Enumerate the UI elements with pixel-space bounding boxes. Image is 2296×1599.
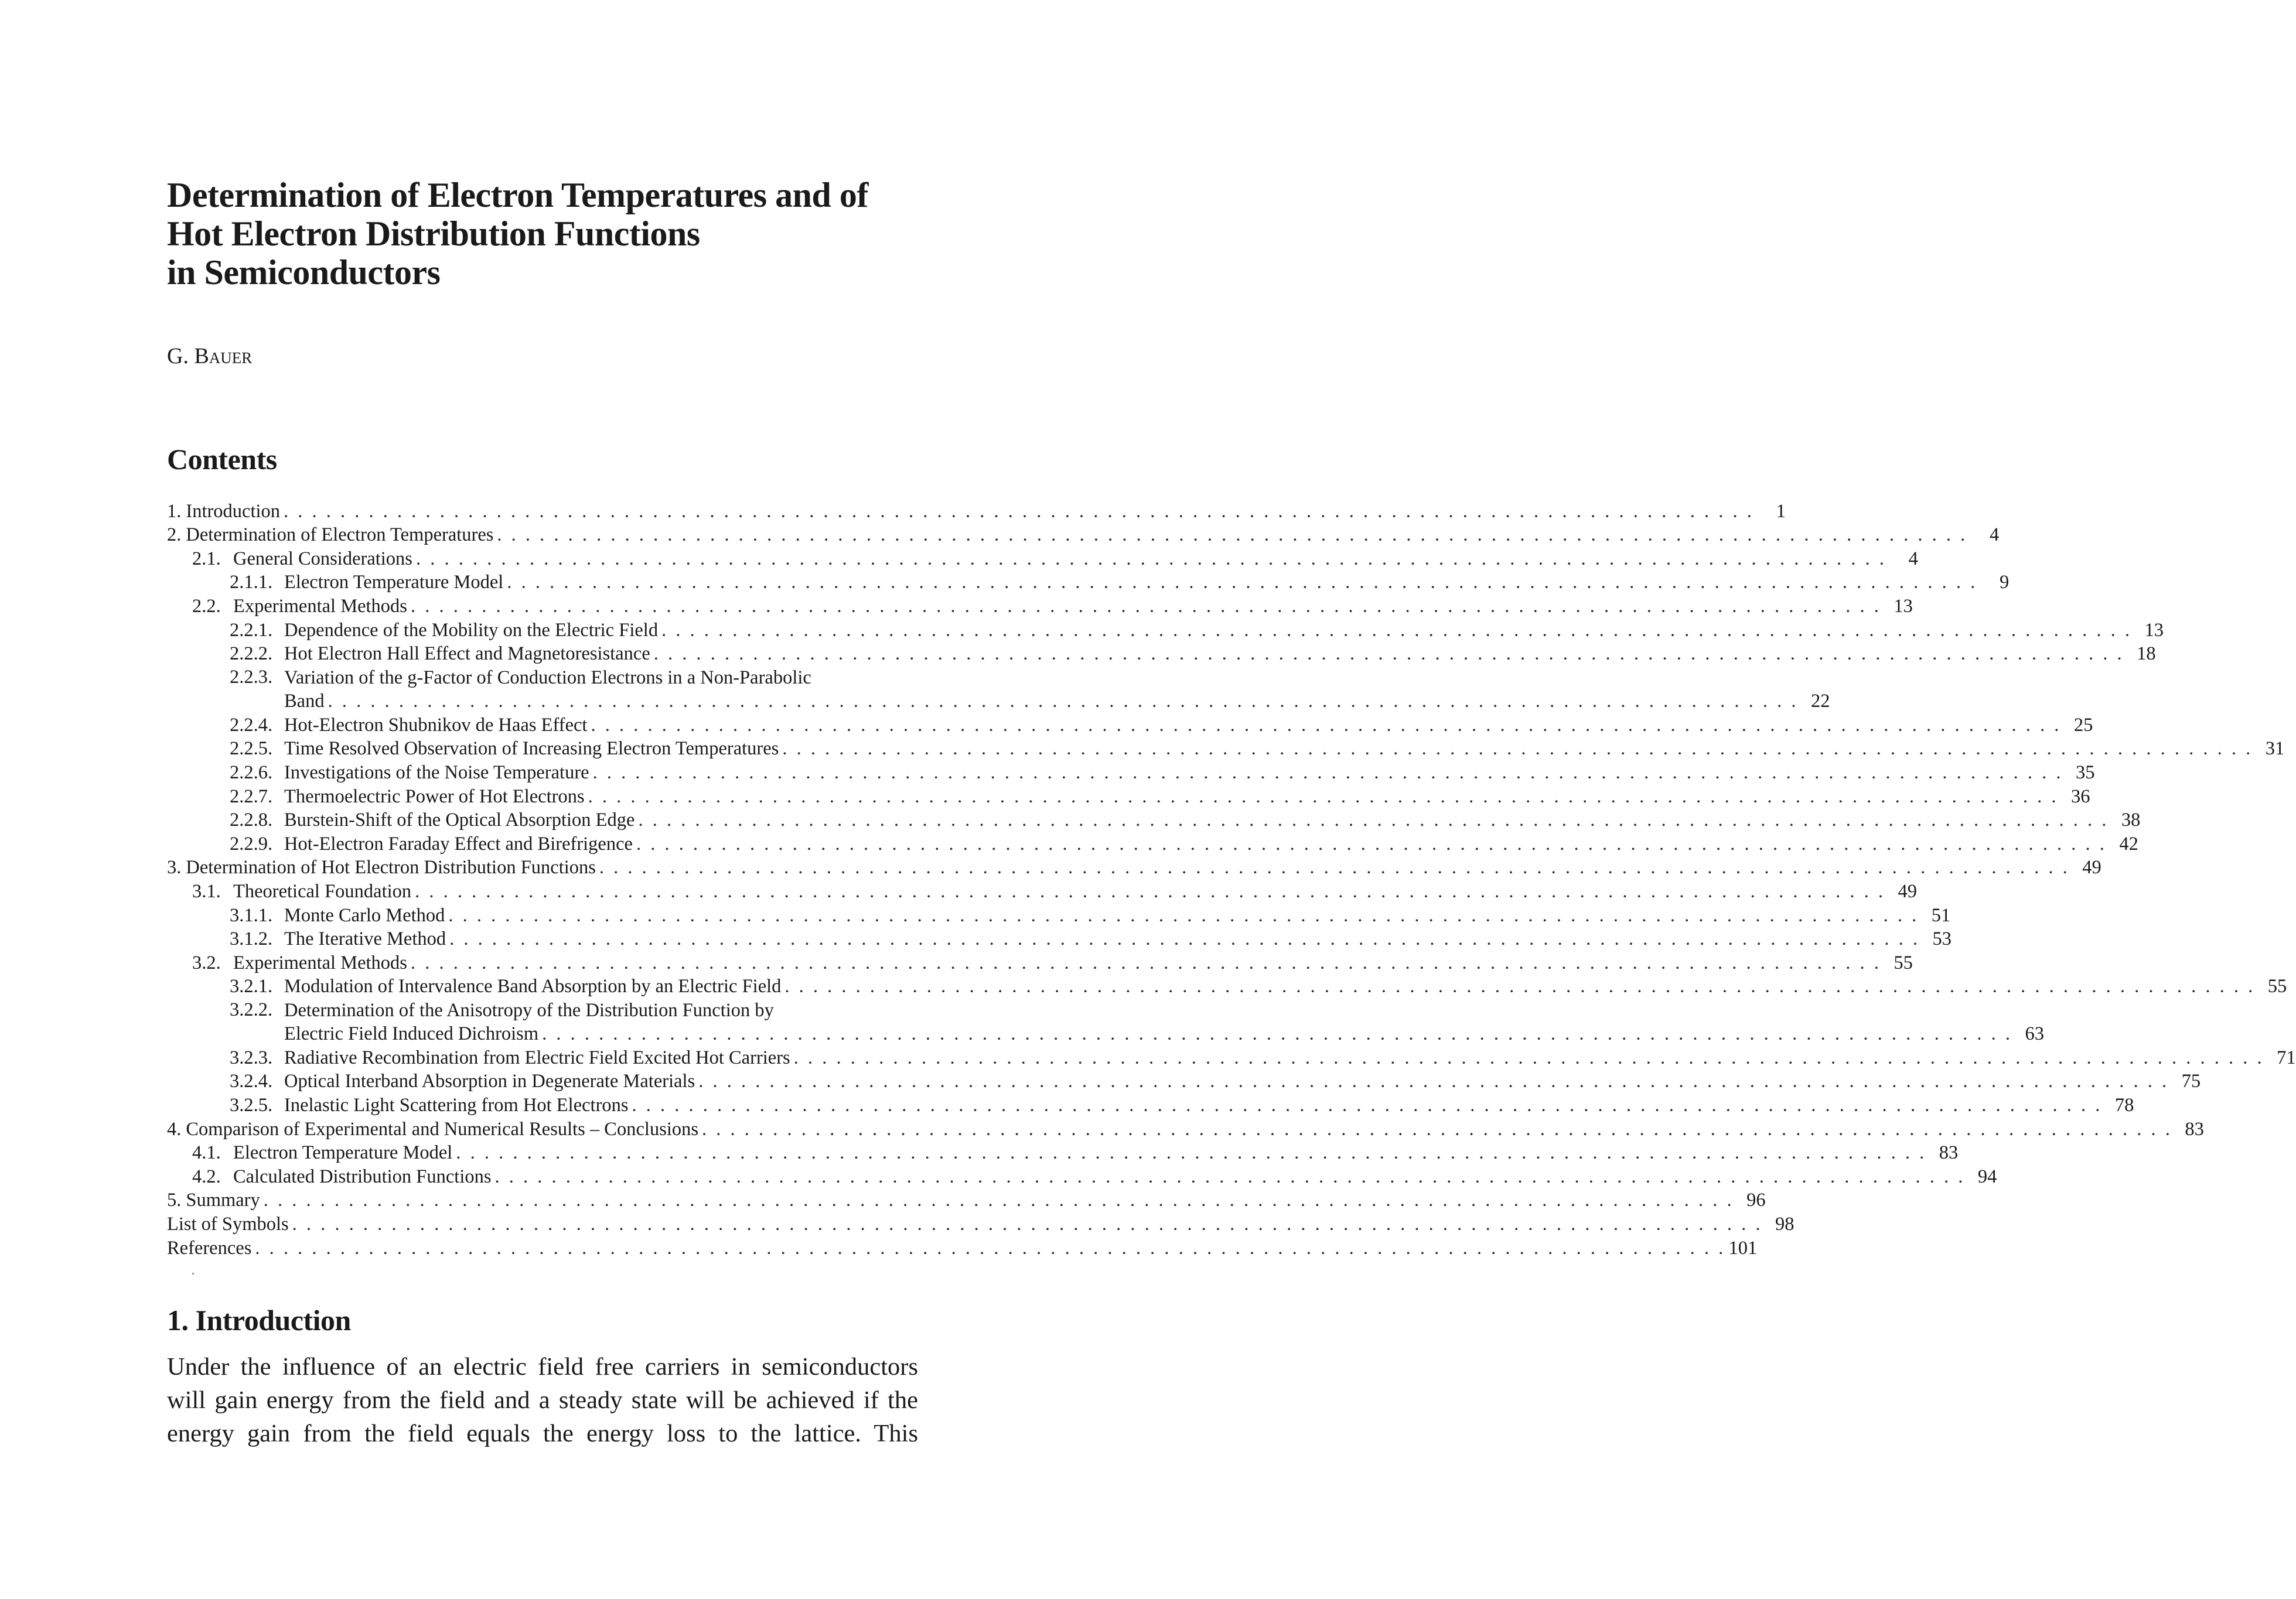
- toc-title: References: [167, 1237, 252, 1259]
- toc-entry[interactable]: [167, 1164, 1997, 1188]
- toc-entry[interactable]: [167, 1117, 2204, 1141]
- toc-page-number: 53: [1932, 928, 1952, 950]
- toc-title-continued: Electric Field Induced Dichroism: [284, 1023, 539, 1045]
- toc-page-number: 49: [2082, 857, 2101, 879]
- toc-number: 2.2.9.: [230, 833, 273, 855]
- toc-title: Theoretical Foundation: [233, 880, 412, 902]
- author: [167, 343, 252, 370]
- toc-entry[interactable]: [167, 1046, 2296, 1070]
- toc-number: 2.2.5.: [230, 738, 273, 760]
- leader-dots: [328, 689, 1796, 713]
- toc-title: Time Resolved Observation of Increasing Electron Temperatures: [284, 738, 779, 760]
- toc-entry[interactable]: [167, 832, 2138, 856]
- toc-title: Electron Temperature Model: [233, 1142, 453, 1164]
- toc-number: 3.: [167, 857, 182, 879]
- toc-entry[interactable]: [167, 903, 1951, 927]
- toc-title: Hot-Electron Faraday Effect and Birefrigence: [284, 833, 633, 855]
- toc-title: Thermoelectric Power of Hot Electrons: [284, 785, 585, 807]
- toc-page-number: 49: [1898, 880, 1918, 902]
- toc-page-number: 25: [2073, 714, 2093, 736]
- toc-number: 2.2.2.: [230, 643, 273, 665]
- toc-number: 2.2.3.: [230, 667, 273, 688]
- toc-title: Modulation of Intervalence Band Absorption by an Electric Field: [284, 976, 782, 997]
- toc-number: 3.2.5.: [230, 1095, 273, 1116]
- toc-title: Determination of Electron Temperatures: [186, 524, 494, 546]
- toc-title: Investigations of the Noise Temperature: [284, 761, 589, 783]
- toc-title: Summary: [186, 1190, 260, 1211]
- toc-entry[interactable]: [167, 1188, 1766, 1212]
- leader-dots: [599, 856, 2068, 879]
- toc-title: The Iterative Method: [284, 928, 446, 950]
- leader-dots: [782, 737, 2250, 760]
- title-line: Hot Electron Distribution Functions: [167, 214, 700, 253]
- toc-entry[interactable]: [167, 998, 2044, 1046]
- title-line: in Semiconductors: [167, 253, 441, 292]
- leader-dots: [698, 1070, 2167, 1093]
- leader-dots: [638, 808, 2106, 832]
- toc-page-number: 38: [2121, 809, 2141, 831]
- toc-title: Optical Interband Absorption in Degenerate Materials: [284, 1071, 695, 1092]
- toc-number: 4.2.: [192, 1166, 221, 1187]
- toc-entry[interactable]: [167, 975, 2287, 999]
- toc-title: Determination of the Anisotropy of the Distribution Function by: [284, 1000, 774, 1021]
- body-line: Under the influence of an electric field free carriers in semiconductors: [167, 1353, 918, 1381]
- toc-number: 3.1.1.: [230, 904, 273, 926]
- toc-number: 3.2.2.: [230, 999, 273, 1021]
- paper-title: [167, 176, 958, 292]
- toc-entry[interactable]: [167, 570, 2010, 594]
- toc-entry[interactable]: [167, 618, 2164, 642]
- toc-entry[interactable]: [167, 1093, 2134, 1117]
- toc-title: Monte Carlo Method: [284, 904, 445, 926]
- leader-dots: [416, 547, 1884, 570]
- leader-dots: [292, 1212, 1761, 1236]
- toc-title: Inelastic Light Scattering from Hot Electrons: [284, 1095, 629, 1116]
- toc-page-number: 13: [2144, 619, 2164, 641]
- toc-page-number: 98: [1775, 1214, 1795, 1235]
- toc-title: Experimental Methods: [233, 952, 407, 973]
- toc-entry[interactable]: [167, 642, 2156, 666]
- toc-page-number: 101: [1728, 1237, 1758, 1259]
- toc-title: Hot-Electron Shubnikov de Haas Effect: [284, 714, 588, 736]
- toc-title: Hot Electron Hall Effect and Magnetoresistance: [284, 643, 650, 665]
- toc-page-number: 31: [2265, 738, 2285, 760]
- toc-page-number: 36: [2070, 785, 2090, 807]
- section-heading: 1. Introduction: [167, 1304, 351, 1337]
- leader-dots: [264, 1188, 1732, 1212]
- toc-entry[interactable]: [167, 1236, 1758, 1260]
- leader-dots: [794, 1046, 2262, 1070]
- leader-dots: [702, 1118, 2170, 1141]
- toc-title: Burstein-Shift of the Optical Absorption Edge: [284, 809, 635, 831]
- toc-entry[interactable]: [167, 1141, 1959, 1165]
- toc-page-number: 13: [1894, 595, 1913, 617]
- toc-page-number: 1: [1776, 500, 1786, 522]
- leader-dots: [588, 785, 2056, 808]
- toc-entry[interactable]: [167, 760, 2095, 784]
- toc-number: 1.: [167, 500, 182, 522]
- toc-title: Comparison of Experimental and Numerical Results – Conclusions: [186, 1118, 699, 1140]
- title-line: Determination of Electron Temperatures and of: [167, 176, 868, 214]
- toc-title: Dependence of the Mobility on the Electric Field: [284, 619, 659, 641]
- toc-entry[interactable]: [167, 1070, 2201, 1094]
- toc-page-number: 42: [2119, 833, 2138, 855]
- leader-dots: [591, 713, 2059, 737]
- contents-heading: Contents: [167, 443, 277, 476]
- toc-entry[interactable]: [167, 927, 1952, 951]
- toc-entry[interactable]: [167, 856, 2101, 880]
- toc-number: 3.1.2.: [230, 928, 273, 950]
- leader-dots: [411, 951, 1879, 975]
- leader-dots: [542, 1022, 2010, 1046]
- toc-page-number: 35: [2075, 761, 2095, 783]
- toc-page-number: 71: [2277, 1047, 2296, 1068]
- toc-number: 3.1.: [192, 880, 221, 902]
- leader-dots: [661, 619, 2130, 642]
- leader-dots: [784, 975, 2253, 998]
- toc-number: 4.1.: [192, 1142, 221, 1164]
- toc-number: 5.: [167, 1190, 182, 1211]
- toc-title-continued: Band: [284, 691, 325, 712]
- leader-dots: [507, 570, 1975, 594]
- toc-entry[interactable]: [167, 546, 1918, 570]
- leader-dots: [448, 904, 1916, 927]
- leader-dots: [593, 761, 2061, 784]
- toc-page-number: 4: [1990, 524, 2000, 546]
- toc-number: 4.: [167, 1118, 182, 1140]
- toc-entry[interactable]: [167, 499, 1786, 523]
- toc-page-number: 18: [2137, 643, 2156, 665]
- leader-dots: [449, 927, 1918, 951]
- toc-title: General Considerations: [233, 548, 412, 569]
- toc-entry[interactable]: [167, 808, 2141, 832]
- toc-page-number: 4: [1908, 548, 1918, 569]
- toc-entry[interactable]: [167, 523, 2000, 547]
- toc-page-number: 96: [1746, 1190, 1766, 1211]
- toc-number: 2.1.: [192, 548, 221, 569]
- leader-dots: [636, 832, 2104, 856]
- toc-title: Radiative Recombination from Electric Field Excited Hot Carriers: [284, 1047, 790, 1068]
- toc-title: Determination of Hot Electron Distribution Functions: [186, 857, 596, 879]
- body-line: will gain energy from the field and a steady state will be achieved if the: [167, 1386, 918, 1414]
- toc-entry[interactable]: [167, 713, 2093, 737]
- toc-page-number: 83: [2185, 1118, 2204, 1140]
- toc-page-number: 55: [1894, 952, 1913, 973]
- toc-number: 2.1.1.: [230, 572, 273, 593]
- toc-entry[interactable]: [167, 951, 1913, 975]
- leader-dots: [456, 1141, 1924, 1164]
- toc-page-number: 9: [1999, 572, 2010, 593]
- leader-dots: [632, 1094, 2100, 1117]
- toc-number: 3.2.3.: [230, 1047, 273, 1068]
- toc-entry[interactable]: [167, 665, 1830, 713]
- toc-entry[interactable]: [167, 784, 2090, 808]
- toc-page-number: 83: [1939, 1142, 1959, 1164]
- toc-title: Introduction: [186, 500, 281, 522]
- toc-page-number: 22: [1810, 691, 1830, 712]
- body-line: energy gain from the field equals the energy loss to the lattice. This: [167, 1420, 918, 1447]
- toc-title: Experimental Methods: [233, 595, 407, 617]
- toc-page-number: 63: [2025, 1023, 2044, 1045]
- toc-entry[interactable]: [167, 1212, 1795, 1236]
- toc-title: List of Symbols: [167, 1214, 289, 1235]
- toc-entry[interactable]: [167, 737, 2285, 761]
- leader-dots: [497, 523, 1965, 546]
- toc-page-number: 51: [1931, 904, 1951, 926]
- author-surname: Bauer: [194, 344, 253, 368]
- body-paragraph: [167, 1350, 918, 1450]
- toc-page-number: 55: [2267, 976, 2287, 997]
- toc-number: 2.2.4.: [230, 714, 273, 736]
- toc-number: 2.2.7.: [230, 785, 273, 807]
- toc-page-number: 78: [2114, 1095, 2134, 1116]
- toc-number: 2.: [167, 524, 182, 546]
- toc-title: Electron Temperature Model: [284, 572, 504, 593]
- author-initial: G.: [167, 344, 189, 368]
- toc-entry[interactable]: [167, 594, 1913, 618]
- leader-dots: [255, 1236, 1723, 1260]
- leader-dots: [495, 1165, 1963, 1188]
- table-of-contents: [167, 499, 2296, 1260]
- toc-page-number: 75: [2181, 1071, 2201, 1092]
- leader-dots: [654, 642, 2122, 665]
- toc-number: 3.2.1.: [230, 976, 273, 997]
- toc-number: 2.2.6.: [230, 761, 273, 783]
- stray-dot: [192, 1273, 194, 1275]
- leader-dots: [284, 500, 1752, 523]
- toc-number: 3.2.: [192, 952, 221, 973]
- toc-page-number: 94: [1977, 1166, 1997, 1187]
- toc-number: 2.2.: [192, 595, 221, 617]
- toc-number: 3.2.4.: [230, 1071, 273, 1092]
- toc-entry[interactable]: [167, 879, 1918, 903]
- leader-dots: [415, 880, 1883, 903]
- toc-title: Variation of the g-Factor of Conduction Electrons in a Non-Parabolic: [284, 667, 811, 689]
- leader-dots: [411, 594, 1879, 618]
- toc-title: Calculated Distribution Functions: [233, 1166, 492, 1187]
- toc-number: 2.2.8.: [230, 809, 273, 831]
- toc-number: 2.2.1.: [230, 619, 273, 641]
